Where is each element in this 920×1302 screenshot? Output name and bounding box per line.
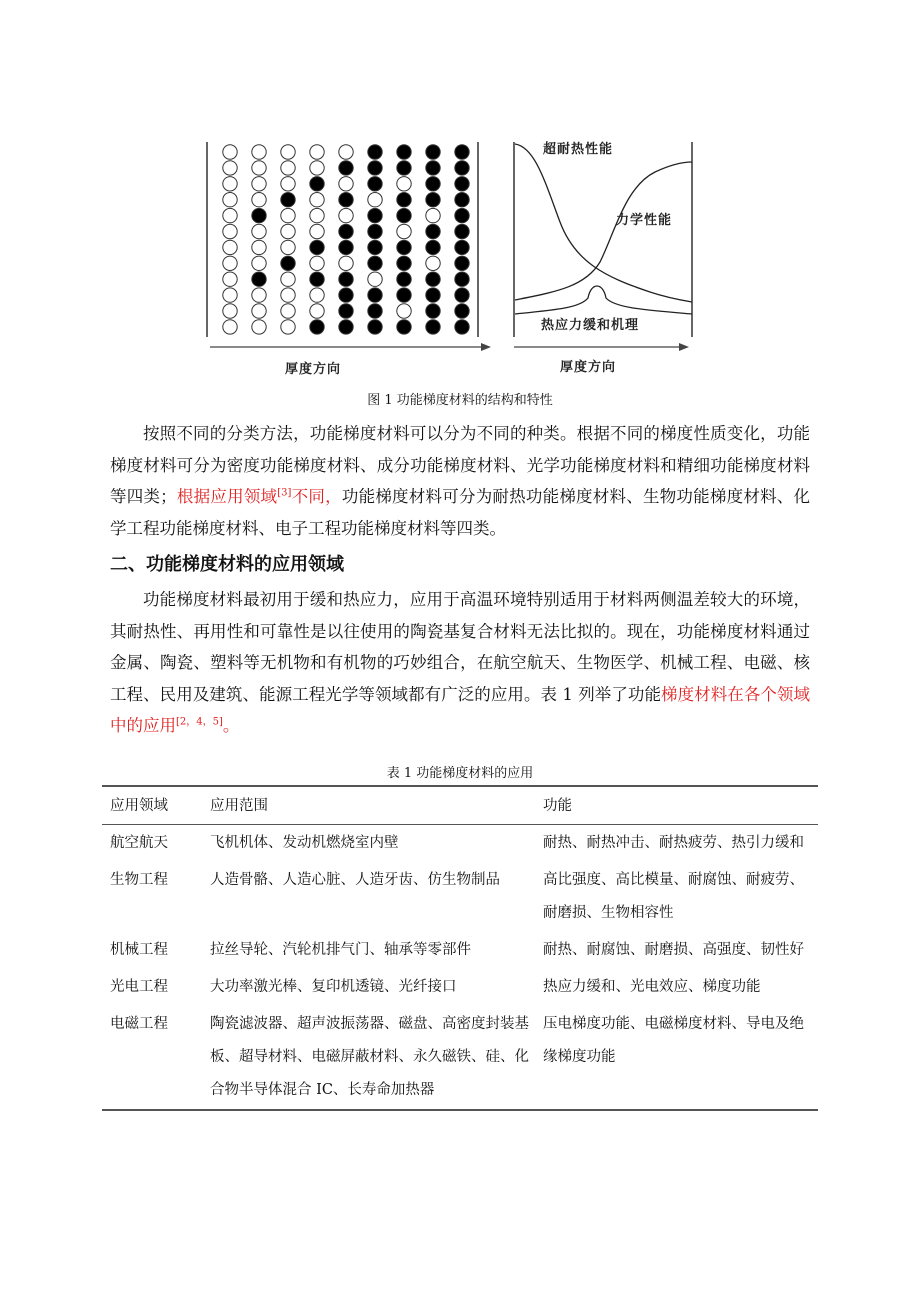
- cell-field: 航空航天: [110, 835, 168, 851]
- empty-particle: [223, 320, 237, 334]
- empty-particle: [281, 161, 295, 175]
- filled-particle: [339, 272, 353, 286]
- table-header-row: [102, 786, 818, 825]
- filled-particle: [368, 177, 382, 191]
- empty-particle: [281, 145, 295, 159]
- filled-particle: [252, 208, 266, 222]
- filled-particle: [368, 208, 382, 222]
- empty-particle: [252, 288, 266, 302]
- empty-particle: [223, 256, 237, 270]
- filled-particle: [455, 161, 469, 175]
- empty-particle: [252, 177, 266, 191]
- empty-particle: [223, 208, 237, 222]
- filled-particle: [397, 145, 411, 159]
- cell-scope: 大功率激光棒、复印机透镜、光纤接口: [210, 979, 457, 995]
- empty-particle: [368, 272, 382, 286]
- figure-1: [195, 132, 705, 382]
- empty-particle: [310, 193, 324, 207]
- filled-particle: [368, 240, 382, 254]
- filled-particle: [455, 256, 469, 270]
- table-row: [102, 862, 818, 932]
- empty-particle: [223, 224, 237, 238]
- cell-scope: 陶瓷滤波器、超声波振荡器、磁盘、高密度封装基板、超导材料、电磁屏蔽材料、永久磁铁、硅、化合物半导体混合 IC、长寿命加热器: [202, 1006, 535, 1110]
- filled-particle: [455, 288, 469, 302]
- filled-particle: [455, 177, 469, 191]
- empty-particle: [252, 145, 266, 159]
- empty-particle: [426, 208, 440, 222]
- filled-particle: [426, 161, 440, 175]
- filled-particle: [426, 272, 440, 286]
- cell-field: 光电工程: [110, 979, 168, 995]
- para1-red-b: 不同，: [291, 487, 342, 506]
- filled-particle: [310, 320, 324, 334]
- cell-scope: 飞机机体、发动机燃烧室内壁: [210, 835, 399, 851]
- cell-function: 高比强度、高比模量、耐腐蚀、耐疲劳、耐磨损、生物相容性: [543, 872, 804, 921]
- empty-particle: [223, 304, 237, 318]
- filled-particle: [368, 145, 382, 159]
- filled-particle: [397, 240, 411, 254]
- heat-resistance-label: 超耐热性能: [543, 142, 614, 157]
- cell-function: 压电梯度功能、电磁梯度材料、导电及绝缘梯度功能: [535, 1006, 818, 1110]
- filled-particle: [310, 272, 324, 286]
- filled-particle: [339, 193, 353, 207]
- table-row: [102, 1006, 818, 1110]
- para2-red: 梯度材料在各个领域中的应用: [110, 684, 810, 735]
- filled-particle: [426, 240, 440, 254]
- filled-particle: [368, 320, 382, 334]
- empty-particle: [223, 145, 237, 159]
- filled-particle: [339, 304, 353, 318]
- para2-text: 功能梯度材料最初用于缓和热应力，应用于高温环境特别适用于材料两侧温差较大的环境，其耐热性、再用性和可靠性是以往使用的陶瓷基复合材料无法比拟的。现在，功能梯度材料通过金属、陶瓷、塑料等无机物和有机物的巧妙组合，在航空航天、生物医学、机械工程、电磁、核工程、民用及建筑、能源工程光学等领域都有广泛的应用。表 1 列举了功能: [110, 590, 810, 704]
- filled-particle: [397, 272, 411, 286]
- empty-particle: [281, 320, 295, 334]
- empty-particle: [252, 256, 266, 270]
- filled-particle: [426, 224, 440, 238]
- empty-particle: [281, 208, 295, 222]
- filled-particle: [426, 177, 440, 191]
- para1-red-a: 根据应用领域: [176, 487, 278, 506]
- empty-particle: [310, 224, 324, 238]
- empty-particle: [310, 208, 324, 222]
- stress-relief-curve: [515, 286, 692, 314]
- citation-3: [3]: [277, 487, 292, 499]
- empty-particle: [223, 272, 237, 286]
- empty-particle: [310, 145, 324, 159]
- para2-red-end: 。: [222, 716, 240, 735]
- empty-particle: [339, 208, 353, 222]
- empty-particle: [339, 256, 353, 270]
- filled-particle: [368, 224, 382, 238]
- empty-particle: [426, 256, 440, 270]
- filled-particle: [368, 256, 382, 270]
- mechanical-label: 力学性能: [616, 213, 673, 228]
- table-row: [102, 825, 818, 863]
- filled-particle: [426, 193, 440, 207]
- filled-particle: [339, 224, 353, 238]
- filled-particle: [339, 161, 353, 175]
- cell-function: 热应力缓和、光电效应、梯度功能: [543, 979, 761, 995]
- para1-text-b: 功能梯度材料可分为耐热功能梯度材料、生物功能梯度材料、化学工程功能梯度材料、电子工程功能梯度材料等四类。: [110, 487, 811, 538]
- header-scope: 应用范围: [202, 786, 535, 825]
- empty-particle: [281, 288, 295, 302]
- empty-particle: [223, 161, 237, 175]
- empty-particle: [223, 288, 237, 302]
- filled-particle: [368, 288, 382, 302]
- left-xlabel: 厚度方向: [285, 362, 342, 377]
- cell-field: 机械工程: [110, 942, 168, 958]
- filled-particle: [397, 193, 411, 207]
- citation-2-4-5: [2，4，5]: [176, 716, 223, 728]
- empty-particle: [223, 177, 237, 191]
- table-row: [102, 932, 818, 969]
- filled-particle: [281, 256, 295, 270]
- empty-particle: [281, 224, 295, 238]
- filled-particle: [368, 304, 382, 318]
- empty-particle: [252, 240, 266, 254]
- empty-particle: [310, 161, 324, 175]
- cell-scope: 人造骨骼、人造心脏、人造牙齿、仿生物制品: [210, 872, 500, 888]
- filled-particle: [339, 240, 353, 254]
- header-field: 应用领域: [102, 786, 202, 825]
- filled-particle: [368, 161, 382, 175]
- empty-particle: [223, 240, 237, 254]
- para1-text-a: 按照不同的分类方法，功能梯度材料可以分为不同的种类。根据不同的梯度性质变化，功能梯度材料可分为密度功能梯度材料、成分功能梯度材料、光学功能梯度材料和精细功能梯度材料等四类；: [110, 424, 810, 506]
- filled-particle: [397, 288, 411, 302]
- cell-function: 耐热、耐热冲击、耐热疲劳、热引力缓和: [543, 835, 804, 851]
- applications-table: [102, 785, 818, 1111]
- table-caption: 表 1 功能梯度材料的应用: [386, 766, 534, 781]
- filled-particle: [397, 161, 411, 175]
- figure-caption: 图 1 功能梯度材料的结构和特性: [367, 393, 553, 408]
- filled-particle: [426, 288, 440, 302]
- filled-particle: [455, 272, 469, 286]
- filled-particle: [455, 208, 469, 222]
- empty-particle: [252, 304, 266, 318]
- cell-function: 耐热、耐腐蚀、耐磨损、高强度、韧性好: [543, 942, 804, 958]
- filled-particle: [455, 224, 469, 238]
- filled-particle: [455, 320, 469, 334]
- filled-particle: [455, 304, 469, 318]
- paragraph-classification: [110, 418, 810, 544]
- filled-particle: [426, 320, 440, 334]
- right-xlabel: 厚度方向: [560, 360, 617, 375]
- empty-particle: [281, 304, 295, 318]
- cell-field: 电磁工程: [102, 1006, 202, 1110]
- filled-particle: [426, 304, 440, 318]
- empty-particle: [397, 177, 411, 191]
- empty-particle: [339, 177, 353, 191]
- header-function: 功能: [535, 786, 818, 825]
- empty-particle: [252, 193, 266, 207]
- left-axis-arrowhead: [481, 343, 491, 351]
- empty-particle: [252, 161, 266, 175]
- mechanical-curve: [515, 162, 692, 300]
- empty-particle: [310, 288, 324, 302]
- empty-particle: [281, 240, 295, 254]
- empty-particle: [252, 320, 266, 334]
- paragraph-applications: [110, 584, 810, 742]
- empty-particle: [397, 304, 411, 318]
- cell-scope: 拉丝导轮、汽轮机排气门、轴承等零部件: [210, 942, 471, 958]
- filled-particle: [397, 208, 411, 222]
- empty-particle: [281, 272, 295, 286]
- filled-particle: [397, 256, 411, 270]
- circle-grid: [223, 145, 469, 334]
- filled-particle: [310, 240, 324, 254]
- filled-particle: [455, 193, 469, 207]
- right-axis-arrowhead: [679, 343, 689, 351]
- filled-particle: [252, 272, 266, 286]
- filled-particle: [339, 288, 353, 302]
- filled-particle: [426, 145, 440, 159]
- empty-particle: [252, 224, 266, 238]
- figure-graphic: [195, 132, 705, 382]
- empty-particle: [310, 304, 324, 318]
- filled-particle: [310, 177, 324, 191]
- filled-particle: [397, 320, 411, 334]
- filled-particle: [339, 320, 353, 334]
- table-row: [102, 969, 818, 1006]
- empty-particle: [281, 177, 295, 191]
- empty-particle: [339, 145, 353, 159]
- filled-particle: [455, 145, 469, 159]
- cell-field: 生物工程: [110, 872, 168, 888]
- filled-particle: [281, 193, 295, 207]
- filled-particle: [455, 240, 469, 254]
- empty-particle: [397, 224, 411, 238]
- section-heading: 二、功能梯度材料的应用领域: [110, 554, 344, 575]
- stress-relief-label: 热应力缓和机理: [541, 318, 640, 333]
- empty-particle: [223, 193, 237, 207]
- empty-particle: [310, 256, 324, 270]
- empty-particle: [368, 193, 382, 207]
